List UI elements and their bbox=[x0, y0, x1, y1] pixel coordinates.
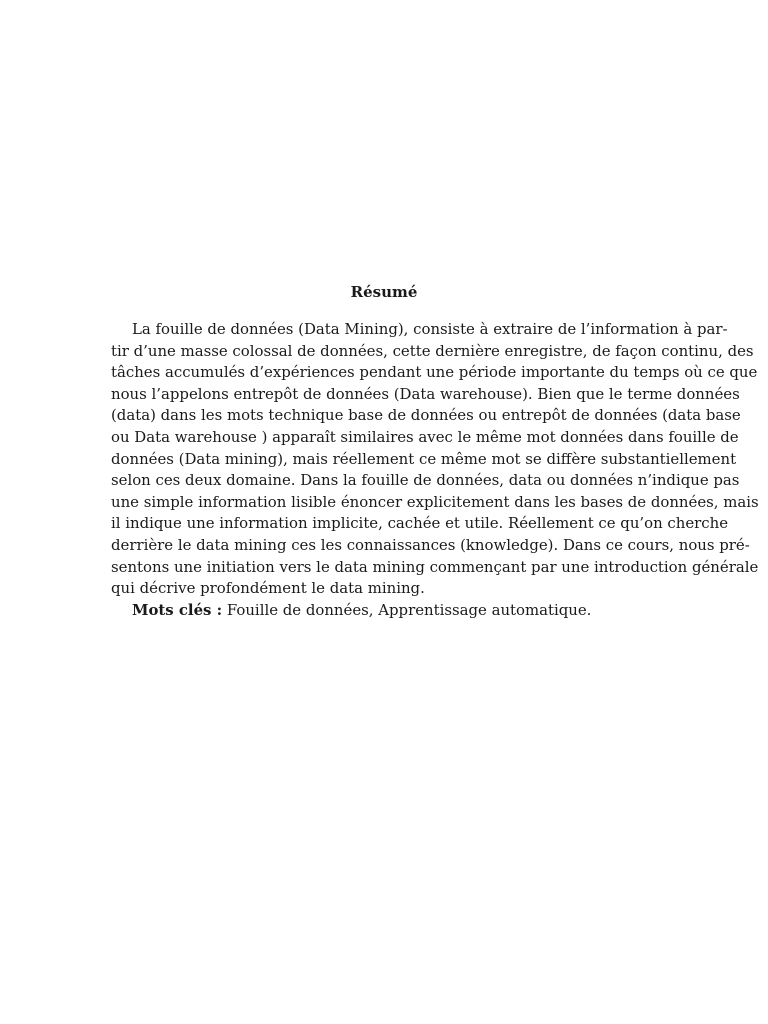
abstract-line: qui décrive profondément le data mining. bbox=[111, 579, 425, 598]
abstract-line: tir d’une masse colossal de données, cette dernière enregistre, de façon continu, des bbox=[111, 341, 754, 360]
abstract-line: (data) dans les mots technique base de données ou entrepôt de données (data base bbox=[111, 406, 741, 425]
abstract-line: ou Data warehouse ) apparaît similaires avec le même mot données dans fouille de bbox=[111, 427, 739, 446]
abstract-line: il indique une information implicite, cachée et utile. Réellement ce qu’on cherche bbox=[111, 514, 729, 533]
abstract-title: Résumé bbox=[350, 283, 418, 301]
keywords-label: Mots clés : bbox=[132, 600, 223, 619]
abstract-body bbox=[111, 319, 759, 621]
abstract-line: données (Data mining), mais réellement ce même mot se diffère substantiellement bbox=[111, 449, 737, 468]
abstract-line: La fouille de données (Data Mining), consiste à extraire de l’information à par- bbox=[132, 320, 728, 338]
abstract-line: derrière le data mining ces les connaissances (knowledge). Dans ce cours, nous pré- bbox=[111, 535, 750, 554]
keywords-line bbox=[111, 600, 658, 622]
abstract-line: tâches accumulés d’expériences pendant une période importante du temps où ce que bbox=[111, 363, 758, 382]
abstract-line: sentons une initiation vers le data mining commençant par une introduction générale bbox=[111, 557, 759, 576]
keywords-text: Fouille de données, Apprentissage automatique. bbox=[226, 600, 592, 619]
abstract-line: nous l’appelons entrepôt de données (Data warehouse). Bien que le terme données bbox=[111, 384, 740, 403]
abstract-line: selon ces deux domaine. Dans la fouille de données, data ou données n’indique pas bbox=[111, 471, 740, 490]
abstract-line: une simple information lisible énoncer explicitement dans les bases de données, mais bbox=[111, 492, 759, 511]
